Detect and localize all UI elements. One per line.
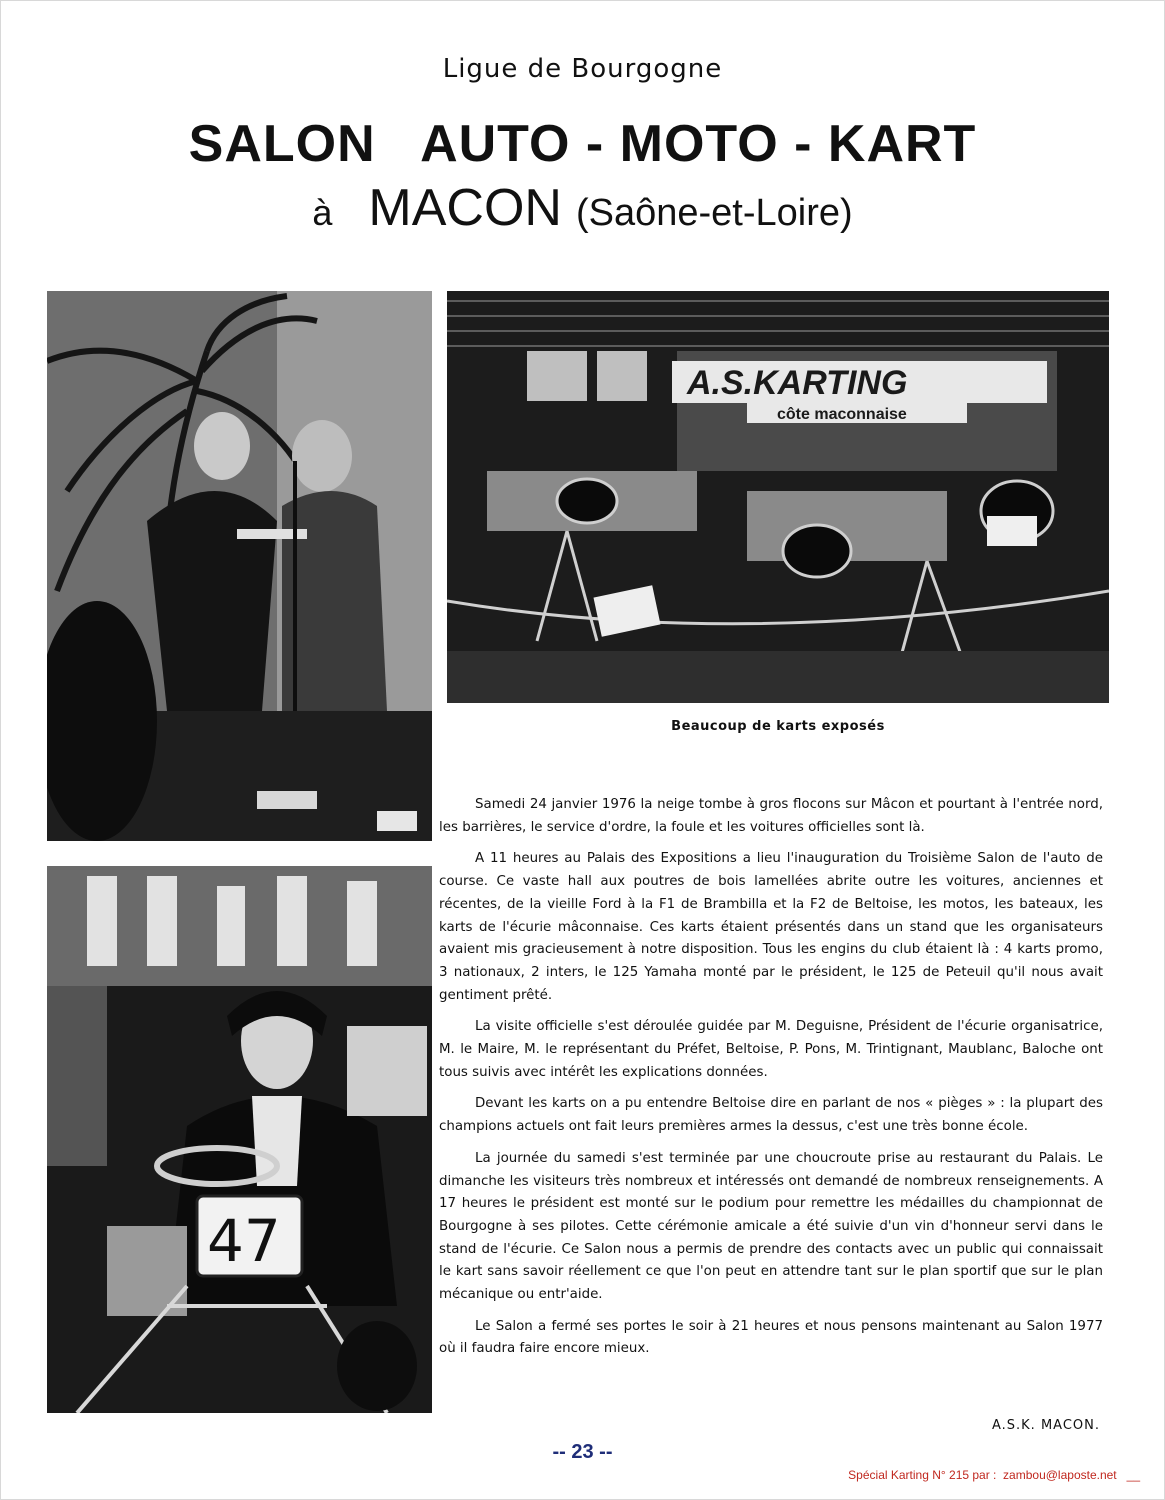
subhead-city: MACON bbox=[368, 179, 562, 237]
article-paragraph: Le Salon a fermé ses portes le soir à 21 heures et nous pensons maintenant au Salon 1977 où il faudra faire encore mieux. bbox=[439, 1318, 1103, 1357]
banner-text: A.S.KARTING bbox=[687, 364, 908, 402]
kart-driver-photo bbox=[47, 866, 432, 1413]
subhead-a: à bbox=[312, 192, 333, 233]
headline-text: SALON AUTO - MOTO - KART bbox=[188, 115, 977, 173]
article-paragraph: Devant les karts on a pu entendre Beltoise dire en parlant de nos « pièges » : la plupart des champions actuels ont fait leurs premières armes la dessus, c'est une très bonne école. bbox=[439, 1096, 1103, 1135]
photo-caption: Beaucoup de karts exposés bbox=[671, 719, 885, 734]
kart-number: 47 bbox=[207, 1207, 281, 1275]
article-paragraph: La journée du samedi s'est terminée par une choucroute prise au restaurant du Palais. Le dimanche les visiteurs très nombreux et intéressés ont demandé de nombreux renseignements. A 17 heures le président est monté sur le podium pour remettre les médailles du championnat de Bourgogne à ses pilotes. Cette cérémonie amicale a été suivie d'un vin d'honneur servi dans le stand de l'écurie. Ce Salon nous a permis de prendre des contacts avec un public qui connaissait le kart sans savoir réellement ce que l'on peut en attendre tant sur le plan sportif que sur le plan mécanique ou entr'aide. bbox=[439, 1150, 1103, 1303]
footer-credit: Spécial Karting N° 215 par : zambou@laposte.net __ bbox=[848, 1468, 1140, 1482]
subhead-region: (Saône-et-Loire) bbox=[575, 192, 853, 234]
article-paragraph: La visite officielle s'est déroulée guidée par M. Deguisne, Président de l'écurie organisatrice, M. le Maire, M. le représentant du Préfet, Beltoise, P. Pons, M. Trintignant, Maublanc, Baloche ont tous suivis avec intérêt les explications données. bbox=[439, 1019, 1103, 1080]
article-paragraph: A 11 heures au Palais des Expositions a lieu l'inauguration du Troisième Salon de l'auto de course. Ce vaste hall aux poutres de bois lamellées abrite outre les voitures, anciennes et récentes, de la vieille Ford à la F1 de Brambilla et la F2 de Beltoise, les motos, les bateaux, les karts de l'écurie mâconnaise. Ces karts étaient présentés dans un stand que les organisateurs avaient mis gracieusement à notre disposition. Tous les engins du club étaient là : 4 karts promo, 3 nationaux, 2 inters, le 125 Yamaha monté par le président, le 125 de Peteuil qu'il nous avait gentiment prêté. bbox=[439, 851, 1103, 1003]
league-kicker: Ligue de Bourgogne bbox=[442, 54, 723, 84]
ceremony-photo bbox=[47, 291, 432, 841]
karts-exhibit-photo bbox=[447, 291, 1109, 703]
banner-subtext: côte maconnaise bbox=[777, 406, 907, 423]
headline bbox=[0, 114, 1165, 174]
subheadline bbox=[0, 176, 1165, 253]
article-signature: A.S.K. MACON. bbox=[991, 1418, 1100, 1433]
page-number: -- 23 -- bbox=[552, 1441, 613, 1463]
article-paragraph: Samedi 24 janvier 1976 la neige tombe à gros flocons sur Mâcon et pourtant à l'entrée nord, les barrières, le service d'ordre, la foule et les voitures officielles sont là. bbox=[439, 797, 1103, 835]
article-body bbox=[439, 794, 1103, 1370]
